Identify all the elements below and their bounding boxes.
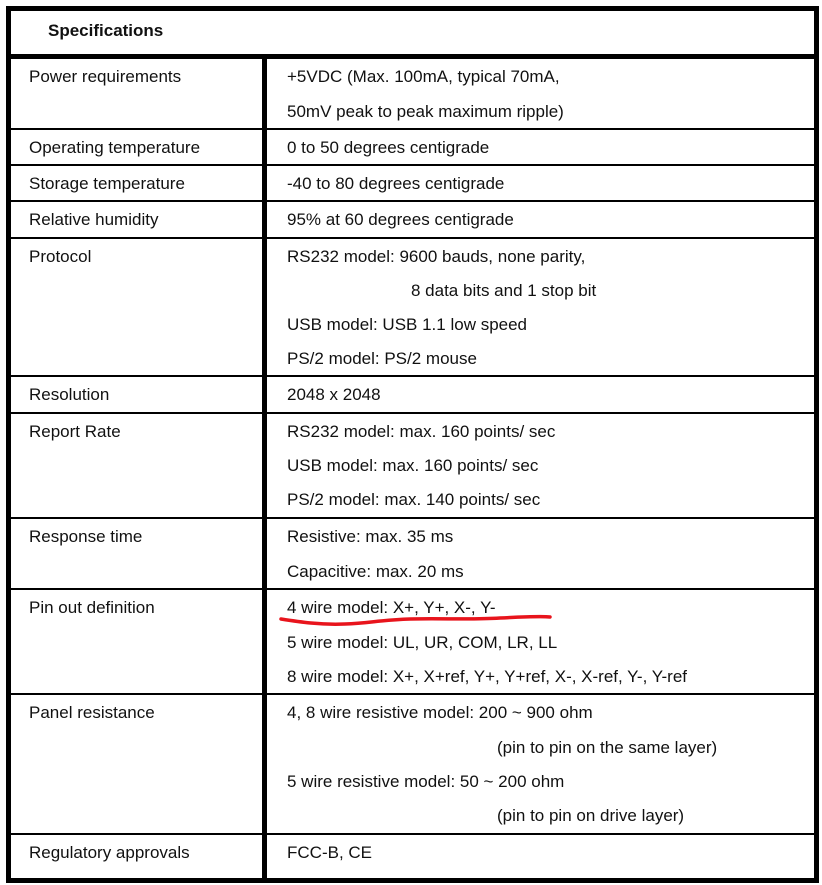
row-value: 0 to 50 degrees centigrade — [287, 138, 490, 157]
row-label: Panel resistance — [29, 703, 155, 722]
row-value: 2048 x 2048 — [287, 385, 381, 404]
row-value: (pin to pin on drive layer) — [497, 806, 685, 825]
row-value: FCC-B, CE — [287, 843, 372, 862]
row-label: Response time — [29, 527, 143, 546]
spec-row-relative-humidity — [11, 202, 814, 239]
row-value: RS232 model: 9600 bauds, none parity, — [287, 247, 586, 266]
spec-table — [6, 6, 819, 883]
row-label: Resolution — [29, 385, 110, 404]
row-value: Capacitive: max. 20 ms — [287, 562, 464, 581]
spec-row-protocol — [11, 239, 814, 377]
row-label: Storage temperature — [29, 174, 185, 193]
spec-row-panel-resistance — [11, 695, 814, 835]
row-value: Resistive: max. 35 ms — [287, 527, 454, 546]
spec-row-report-rate — [11, 414, 814, 519]
row-value: USB model: USB 1.1 low speed — [287, 315, 528, 334]
table-title: Specifications — [48, 21, 164, 40]
row-value-highlighted: 4 wire model: X+, Y+, X-, Y- — [287, 598, 496, 617]
row-value: (pin to pin on the same layer) — [497, 738, 718, 757]
row-value: 8 data bits and 1 stop bit — [411, 281, 597, 300]
row-value: PS/2 model: PS/2 mouse — [287, 349, 477, 368]
row-label: Pin out definition — [29, 598, 155, 617]
row-value: PS/2 model: max. 140 points/ sec — [287, 490, 541, 509]
row-label: Operating temperature — [29, 138, 201, 157]
table-header — [11, 11, 814, 59]
row-value: USB model: max. 160 points/ sec — [287, 456, 539, 475]
row-value: -40 to 80 degrees centigrade — [287, 174, 505, 193]
row-label: Relative humidity — [29, 210, 159, 229]
spec-row-storage-temperature — [11, 166, 814, 202]
row-value: 5 wire resistive model: 50 ~ 200 ohm — [287, 772, 565, 791]
row-label: Protocol — [29, 247, 92, 266]
row-value: 4, 8 wire resistive model: 200 ~ 900 ohm — [287, 703, 593, 722]
row-label: Report Rate — [29, 422, 121, 441]
row-value: 5 wire model: UL, UR, COM, LR, LL — [287, 633, 558, 652]
spec-row-resolution — [11, 377, 814, 414]
row-value: 50mV peak to peak maximum ripple) — [287, 102, 564, 121]
row-label: Power requirements — [29, 67, 182, 86]
column-divider — [262, 59, 267, 878]
row-label: Regulatory approvals — [29, 843, 190, 862]
spec-row-regulatory — [11, 835, 814, 878]
spec-row-response-time — [11, 519, 814, 590]
row-value: RS232 model: max. 160 points/ sec — [287, 422, 556, 441]
spec-row-operating-temperature — [11, 130, 814, 166]
spec-row-pin-out — [11, 590, 814, 695]
row-value: 8 wire model: X+, X+ref, Y+, Y+ref, X-, X-ref, Y-, Y-ref — [287, 667, 688, 686]
row-value: 95% at 60 degrees centigrade — [287, 210, 514, 229]
spec-row-power — [11, 59, 814, 130]
row-value: +5VDC (Max. 100mA, typical 70mA, — [287, 67, 560, 86]
